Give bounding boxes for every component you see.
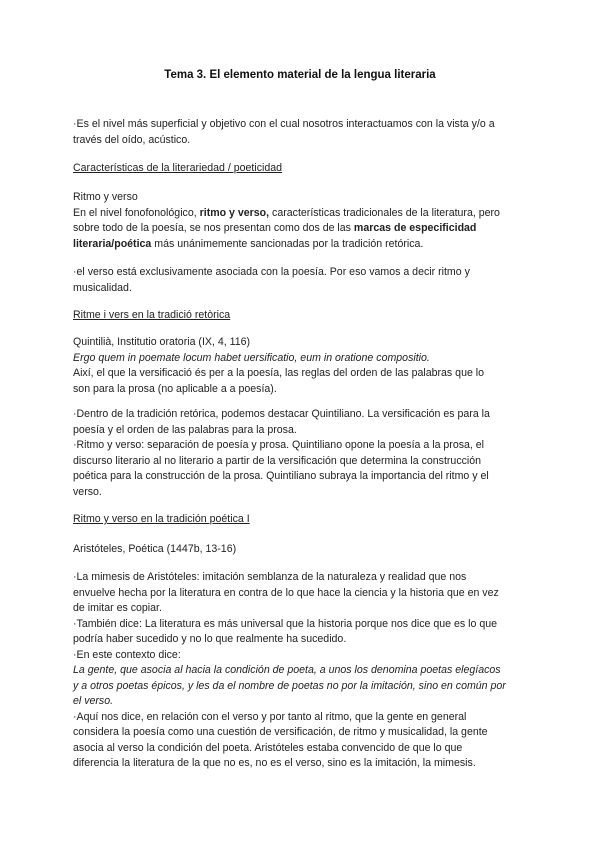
- quintiliano-reference: Quintilià, Institutio oratoria (IX, 4, 116): [73, 336, 251, 348]
- text-line: literaria/poética más unánimemente sancionadas por la tradición retórica.: [73, 237, 424, 250]
- section-heading-poetica: Ritmo y verso en la tradición poética I: [73, 513, 250, 525]
- text-line: de imitar es copiar.: [73, 602, 162, 614]
- verso-paragraph: [73, 265, 535, 296]
- text-line: son para la prosa (no aplicable a a poesía).: [73, 382, 277, 395]
- text-line: ·La mimesis de Aristóteles: imitación semblanza de la naturaleza y realidad que nos: [73, 571, 467, 583]
- tradicion-retorica-paragraph: [73, 407, 535, 500]
- text-line: verso.: [73, 485, 102, 498]
- text-line: ·Dentro de la tradición retórica, podemos destacar Quintiliano. La versificación es para la: [73, 408, 490, 420]
- text-line: ·En este contexto dice:: [73, 648, 181, 661]
- text-line: poesía y el orden de las palabras para la prosa.: [73, 423, 297, 436]
- text-line: diferencia la literatura de la que no es, no es el verso, sino es la imitación, la mimesis.: [73, 757, 476, 769]
- text-line: asocia al verso la condición del poeta. Aristóteles estaba convencido de que lo que: [73, 741, 463, 754]
- text-line: discurso literario al no literario a partir de la versificación que determina la construcción: [73, 454, 482, 467]
- subheading-ritmo: Ritmo y verso: [73, 191, 138, 203]
- text-line: ·Aquí nos dice, en relación con el verso y por tanto al ritmo, que la gente en general: [73, 710, 467, 723]
- text-line: ·el verso está exclusivamente asociada con la poesía. Por eso vamos a decir ritmo y: [73, 266, 470, 278]
- text-line: ·Ritmo y verso: separación de poesía y prosa. Quintiliano opone la poesía a la prosa, el: [73, 439, 485, 451]
- aristoteles-reference: Aristóteles, Poética (1447b, 13-16): [73, 543, 237, 555]
- section-heading-retorica: Ritme i vers en la tradició retòrica: [73, 309, 231, 321]
- intro-paragraph: [73, 117, 535, 148]
- poetica-quote-line: y a otros poetas épicos, y les da el nombre de poetas no por la imitación, sino en común por: [73, 679, 506, 692]
- quintiliano-block: [73, 335, 535, 397]
- text-line: sobre todo de la poesía, se nos presentan como dos de las marcas de especificidad: [73, 222, 477, 234]
- text-line: ·También dice: La literatura es más universal que la historia porque nos dice que es lo que: [73, 617, 497, 630]
- text-line: poética para la construcción de la prosa. Quintiliano subraya la importancia del ritmo y el: [73, 470, 489, 482]
- text-line: Així, el que la versificació és per a la poesía, las reglas del orden de las palabras que lo: [73, 367, 485, 379]
- text-line: ·Es el nivel más superficial y objetivo con el cual nosotros interactuamos con la vista y/o a: [73, 118, 495, 130]
- poetica-quote-line: el verso.: [73, 695, 114, 707]
- poetica-quote-line: La gente, que asocia al hacia la condición de poeta, a unos los denomina poetas elegíacos: [73, 664, 501, 676]
- section-heading-literariedad: Características de la literariedad / poeticidad: [73, 162, 283, 174]
- text-line: En el nivel fonofonológico, ritmo y verso, características tradicionales de la literatura, pero: [73, 206, 500, 219]
- aristoteles-paragraph: [73, 570, 535, 772]
- text-line: considera la poesía como una cuestión de versificación, de ritmo y musicalidad, la gente: [73, 726, 488, 738]
- text-line: podría haber sucedido y no lo que realmente ha sucedido.: [73, 633, 347, 645]
- document-title: Tema 3. El elemento material de la lengua literaria: [164, 69, 436, 81]
- latin-quote: Ergo quem in poemate locum habet uersificatio, eum in oratione compositio.: [73, 351, 430, 364]
- text-line: musicalidad.: [73, 281, 132, 294]
- text-line: través del oído, acústico.: [73, 133, 191, 146]
- ritmo-verso-block: [73, 190, 535, 252]
- text-line: envuelve hecha por la literatura en contra de lo que hace la ciencia y la historia que en vez: [73, 586, 499, 599]
